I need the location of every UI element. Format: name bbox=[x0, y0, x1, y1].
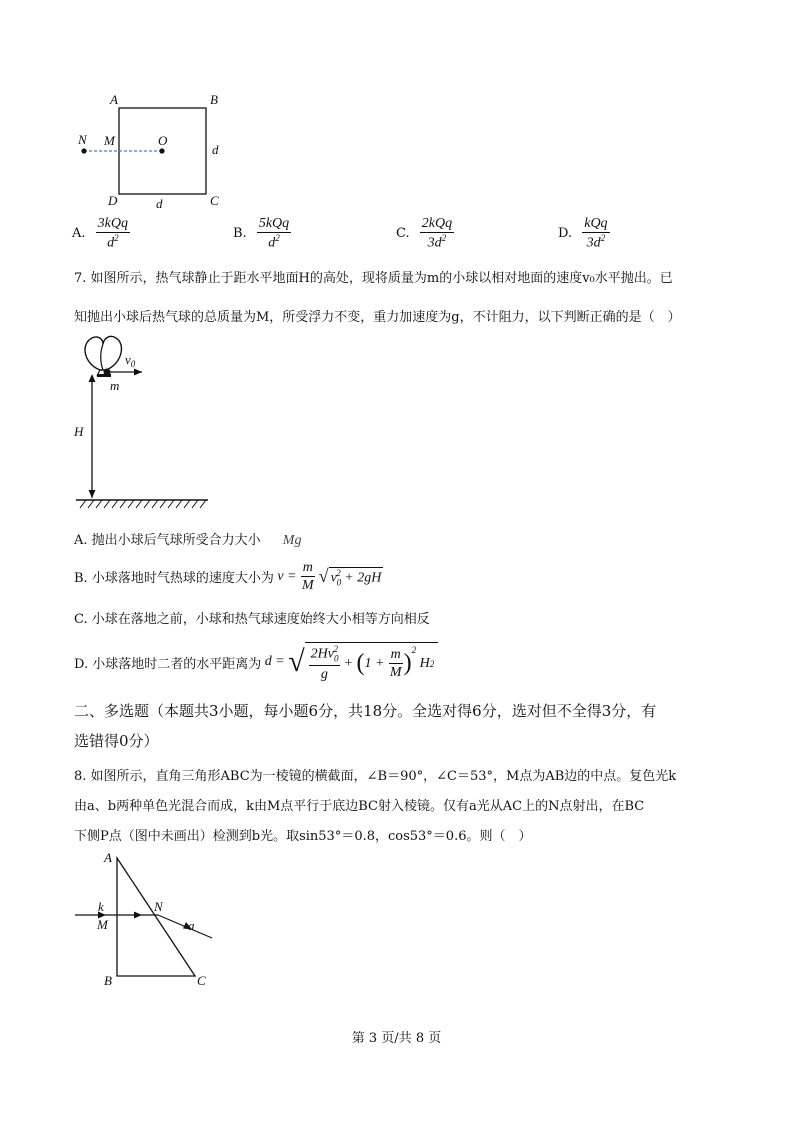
q6-option-b bbox=[233, 216, 291, 251]
option-d-text: D. 小球落地时二者的水平距离为 bbox=[74, 656, 262, 672]
label-n-point: N bbox=[154, 899, 163, 914]
q8-figure bbox=[70, 848, 220, 993]
q6-option-d bbox=[558, 216, 610, 251]
label-m: M bbox=[104, 133, 115, 148]
label-o: O bbox=[158, 133, 168, 148]
option-denominator: 3d bbox=[586, 236, 601, 252]
label-b-vertex: B bbox=[104, 973, 112, 988]
label-v0: $v_0$ bbox=[125, 352, 136, 369]
label-c: C bbox=[210, 193, 219, 208]
label-n: N bbox=[78, 132, 87, 147]
label-h: H bbox=[74, 424, 84, 439]
option-denominator: d bbox=[107, 236, 115, 252]
option-denominator: 3d bbox=[427, 236, 442, 252]
q8-stem-line3: 下侧P点（图中未画出）检测到b光。取sin53°＝0.8，cos53°＝0.6。则（ ） bbox=[74, 829, 532, 844]
option-numerator: 2kQq bbox=[420, 216, 454, 233]
option-numerator: kQq bbox=[582, 216, 609, 233]
option-den-exponent: 2 bbox=[600, 233, 606, 244]
label-b: B bbox=[210, 92, 218, 107]
section2-heading-line2: 选错得0分） bbox=[74, 732, 159, 750]
q7-option-c: C. 小球在落地之前，小球和热气球速度始终大小相等方向相反 bbox=[74, 612, 430, 627]
label-m-point: M bbox=[97, 917, 108, 932]
option-letter: B. bbox=[233, 226, 247, 242]
option-b-formula: v = $\frac{m}{M}$ √ $v_0^2 + 2gH$ bbox=[273, 560, 382, 594]
height-arrow-top bbox=[89, 374, 96, 382]
option-a-math: Mg bbox=[282, 533, 302, 548]
label-m-fig: m bbox=[110, 378, 120, 393]
q6-figure bbox=[70, 88, 240, 216]
q7-figure bbox=[70, 330, 220, 510]
q8-stem-line1: 8. 如图所示，直角三角形ABC为一棱镜的横截面，∠B＝90°，∠C＝53°，M点为AB边的中点。复色光k bbox=[74, 769, 677, 784]
q7-option-a bbox=[74, 529, 301, 549]
prism-triangle bbox=[117, 858, 195, 976]
option-denominator: d bbox=[268, 236, 276, 252]
label-a-ray: a bbox=[188, 918, 195, 933]
point-n bbox=[81, 148, 86, 153]
height-arrow-bottom bbox=[89, 490, 96, 498]
q7-stem-line1: 7. 如图所示，热气球静止于距水平地面H的高处，现将质量为m的小球以相对地面的速度v₀水平抛出。已 bbox=[74, 271, 673, 286]
label-d-bottom: d bbox=[156, 196, 163, 211]
option-a-text: A. 抛出小球后气球所受合力大小 bbox=[74, 533, 261, 548]
label-k-ray: k bbox=[98, 899, 104, 914]
label-c-vertex: C bbox=[197, 973, 206, 988]
section2-heading-line1: 二、多选题（本题共3小题，每小题6分，共18分。全选对得6分，选对但不全得3分，有 bbox=[74, 702, 657, 720]
option-den-exponent: 2 bbox=[114, 233, 119, 244]
option-letter: A. bbox=[72, 226, 86, 242]
q6-option-c bbox=[396, 216, 454, 251]
label-a: A bbox=[110, 92, 118, 107]
label-d-side: d bbox=[212, 142, 219, 157]
inner-arrowhead bbox=[134, 912, 142, 919]
option-letter: D. bbox=[558, 226, 573, 242]
option-numerator: 3kQq bbox=[96, 216, 130, 233]
q7-option-b bbox=[74, 560, 383, 594]
point-o bbox=[159, 148, 164, 153]
page-footer: 第 3 页/共 8 页 bbox=[351, 1031, 442, 1046]
option-d-formula: d = √ $\frac{2Hv_0^2}{g}$ + ( 1 + $\frac{m}{M}$ ) $^2$ H 2 bbox=[261, 642, 438, 683]
velocity-arrowhead bbox=[134, 369, 142, 376]
option-den-exponent: 2 bbox=[275, 233, 280, 244]
ball-m bbox=[104, 369, 111, 376]
option-den-exponent: 2 bbox=[441, 233, 447, 244]
q7-stem-line2: 知抛出小球后热气球的总质量为M，所受浮力不变，重力加速度为g，不计阻力，以下判断正确的是（ ） bbox=[74, 310, 681, 325]
ground-hatch bbox=[80, 500, 206, 508]
option-letter: C. bbox=[396, 226, 410, 242]
q8-stem-line2: 由a、b两种单色光混合而成，k由M点平行于底边BC射入棱镜。仅有a光从AC上的N点射出，在BC bbox=[74, 799, 645, 814]
option-numerator: 5kQq bbox=[257, 216, 291, 233]
q7-option-d bbox=[74, 642, 438, 683]
label-a-vertex: A bbox=[104, 850, 112, 865]
balloon-icon bbox=[85, 336, 121, 377]
q6-option-a bbox=[72, 216, 130, 251]
option-b-text: B. 小球落地时气热球的速度大小为 bbox=[74, 571, 274, 587]
label-d: D bbox=[108, 193, 118, 208]
